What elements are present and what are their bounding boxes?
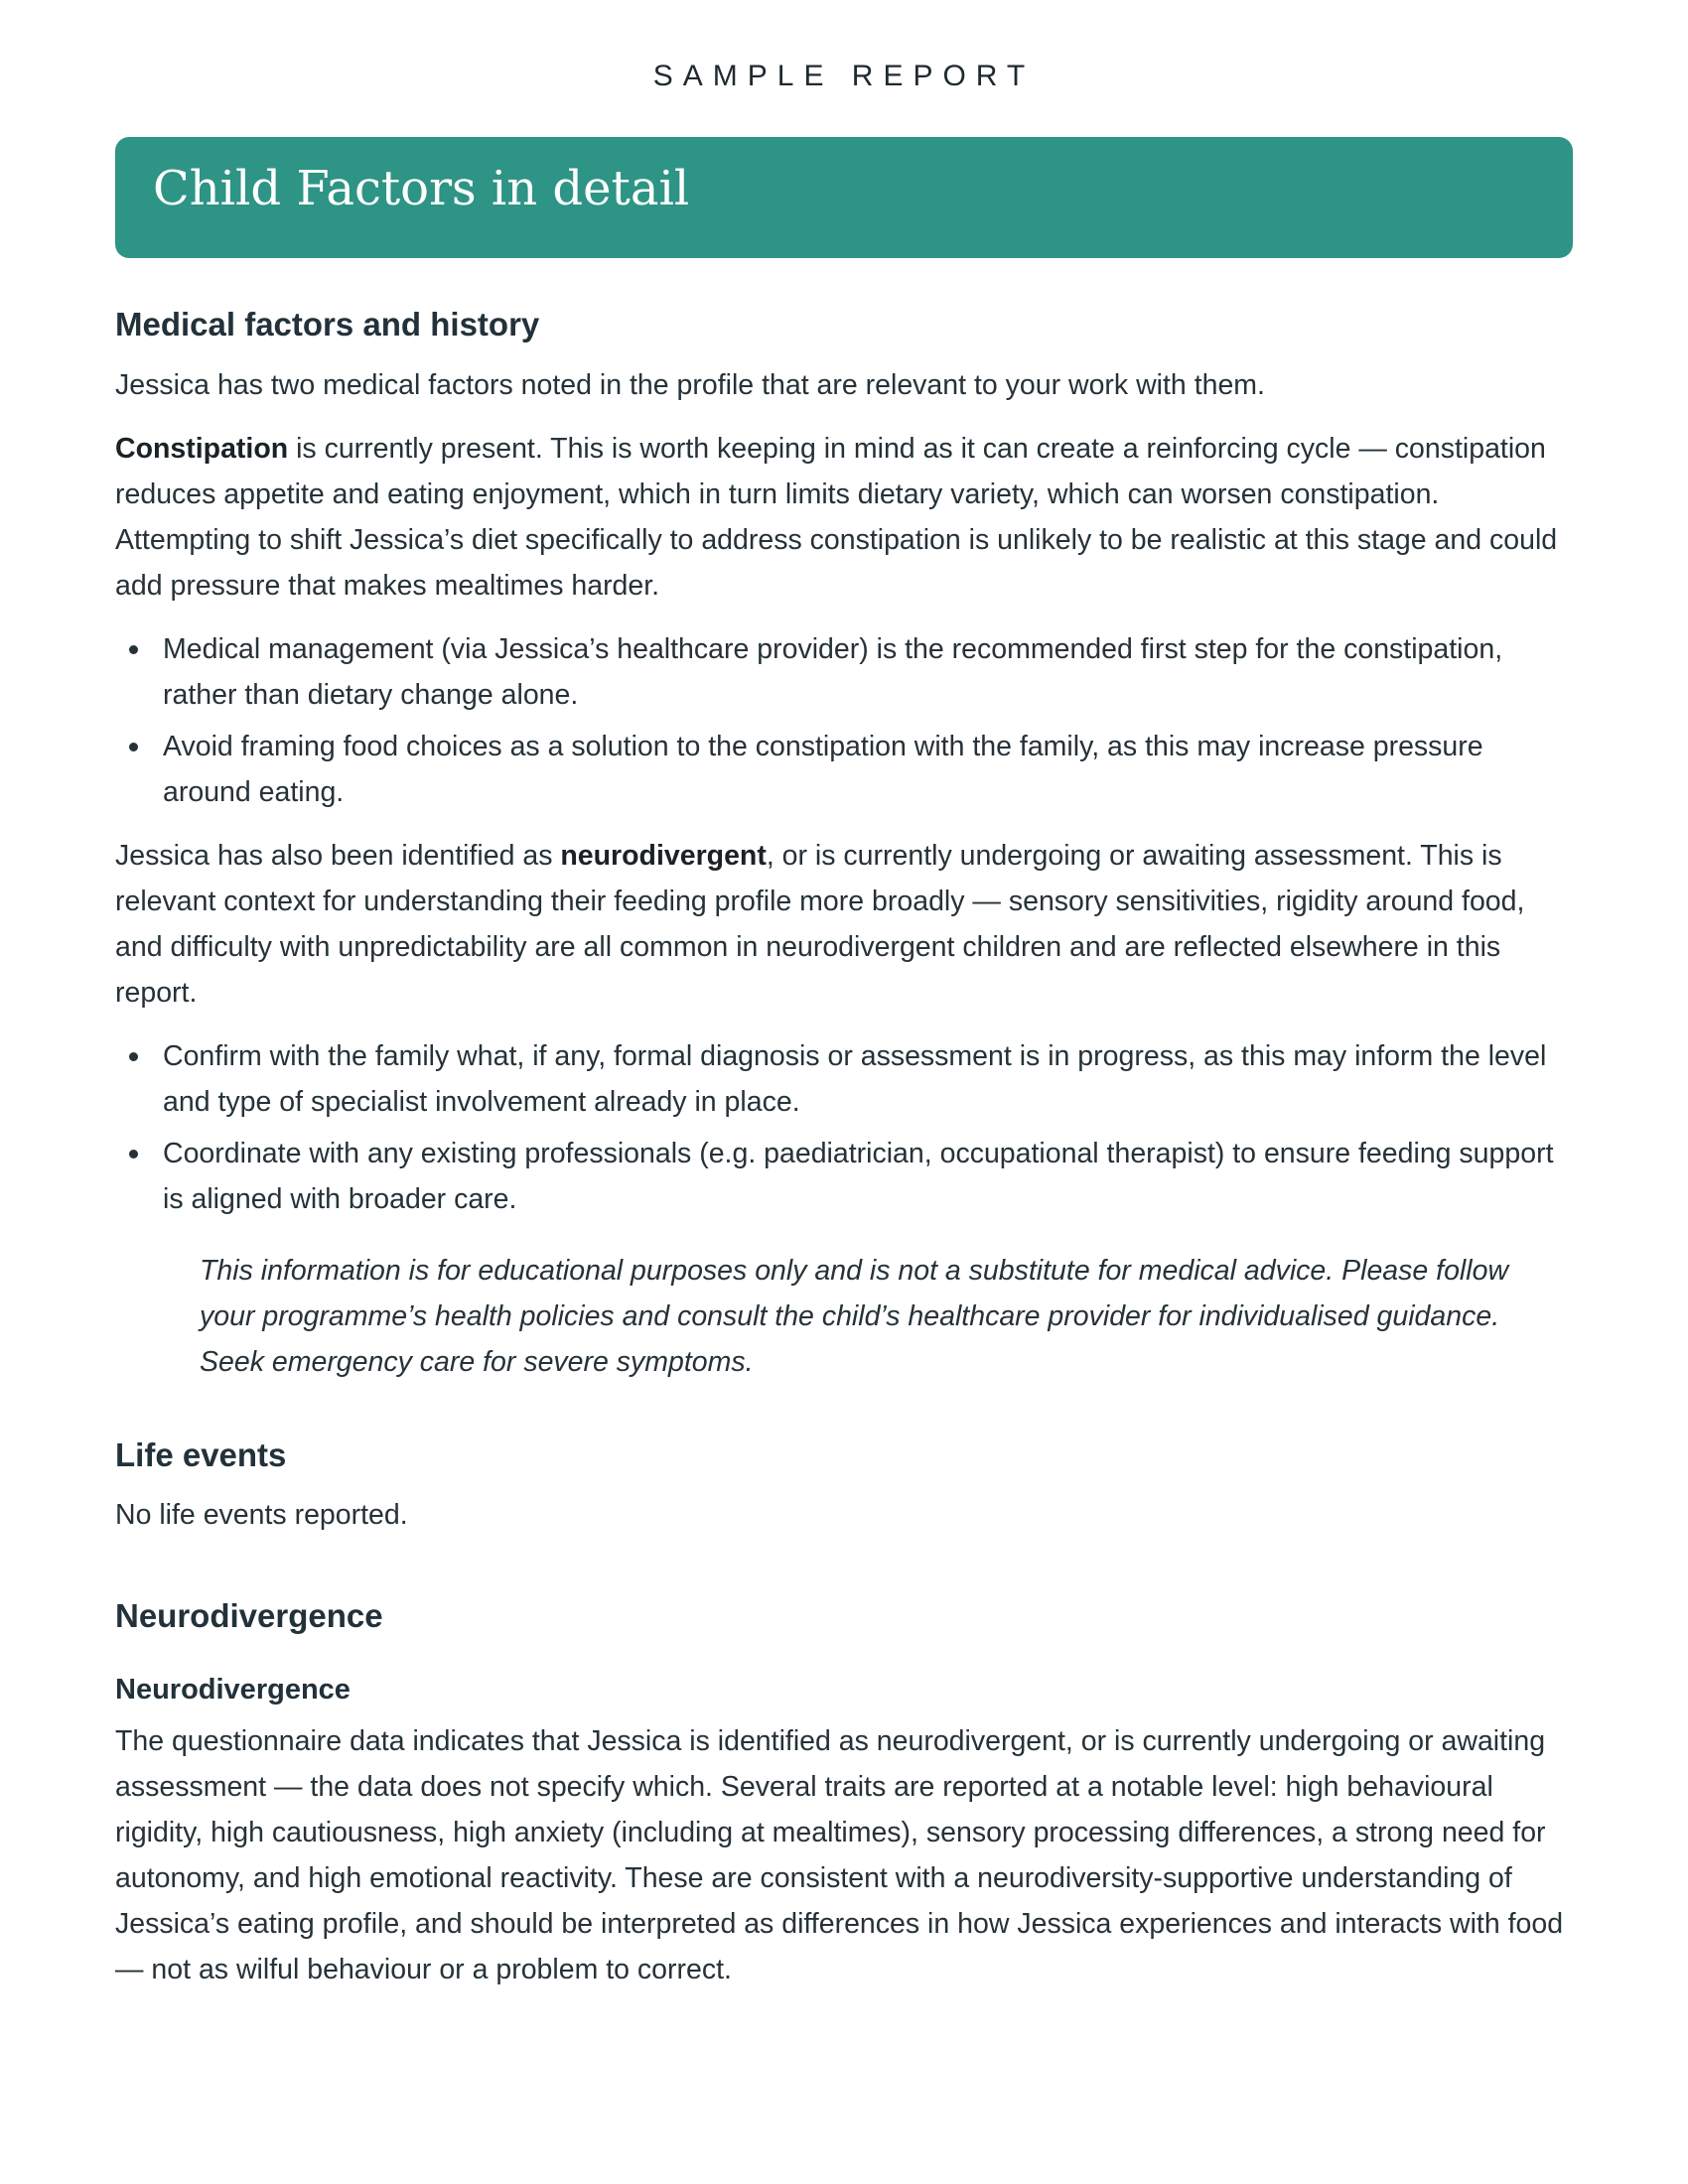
life-events-section xyxy=(115,1434,1575,1537)
medical-section xyxy=(115,304,1575,1385)
list-item: Confirm with the family what, if any, formal diagnosis or assessment is in progress, as this may inform the level and type of specialist involvement already in place. xyxy=(115,1033,1575,1125)
neurodivergent-bullets xyxy=(115,1033,1575,1222)
medical-intro: Jessica has two medical factors noted in the profile that are relevant to your work with them. xyxy=(115,369,1265,402)
neurodivergent-paragraph xyxy=(115,833,1575,1016)
life-events-heading: Life events xyxy=(115,1436,287,1474)
neuro-pre-text: Jessica has also been identified as xyxy=(115,840,561,873)
section-banner xyxy=(115,137,1573,258)
medical-heading: Medical factors and history xyxy=(115,306,540,342)
list-item: Coordinate with any existing professionals (e.g. paediatrician, occupational therapist) to ensure feeding support is aligned with broader care. xyxy=(115,1131,1575,1222)
medical-disclaimer: This information is for educational purposes only and is not a substitute for medical advice. Please follow your programme’s health policies and consult the child’s healthcare provider for individualised guidance. Seek emergency care for severe symptoms. xyxy=(200,1255,1509,1379)
constipation-bullets xyxy=(115,626,1575,815)
running-header: SAMPLE REPORT xyxy=(652,60,1036,92)
neurodivergence-text: The questionnaire data indicates that Jessica is identified as neurodivergent, or is currently undergoing or awaiting assessment — the data does not specify which. Several traits are reported at a notable level: high behavioural rigidity, high cautiousness, high anxiety (including at mealtimes), sensory processing differences, a strong need for autonomy, and high emotional reactivity. These are consistent with a neurodiversity-supportive understanding of Jessica’s eating profile, and should be interpreted as differences in how Jessica experiences and interacts with food — not as wilful behaviour or a problem to correct. xyxy=(115,1725,1564,1986)
report-content xyxy=(115,304,1575,1992)
list-item: Medical management (via Jessica’s healthcare provider) is the recommended first step for the constipation, rather than dietary change alone. xyxy=(115,626,1575,718)
list-item: Avoid framing food choices as a solution to the constipation with the family, as this may increase pressure around eating. xyxy=(115,724,1575,815)
neurodivergent-term: neurodivergent xyxy=(560,840,767,873)
banner-title: Child Factors in detail xyxy=(153,161,690,216)
constipation-term: Constipation xyxy=(115,433,289,466)
neurodivergence-subheading: Neurodivergence xyxy=(115,1673,351,1706)
neuro-post-text: , or is currently undergoing or awaiting assessment. This is relevant context for understanding their feeding profile more broadly — sensory sensitivities, rigidity around food, and difficulty with unpredictability are all common in neurodivergent children and are reflected elsewhere in this report. xyxy=(115,840,1525,1010)
neurodivergence-heading: Neurodivergence xyxy=(115,1596,383,1634)
life-events-text: No life events reported. xyxy=(115,1498,408,1531)
neurodivergence-section xyxy=(115,1595,1575,1993)
constipation-paragraph xyxy=(115,426,1575,609)
constipation-text: is currently present. This is worth keeping in mind as it can create a reinforcing cycle — constipation reduces appetite and eating enjoyment, which in turn limits dietary variety, which can worsen constipation. Attempting to shift Jessica’s diet specifically to address constipation is unlikely to be realistic at this stage and could add pressure that makes mealtimes harder. xyxy=(115,433,1558,603)
